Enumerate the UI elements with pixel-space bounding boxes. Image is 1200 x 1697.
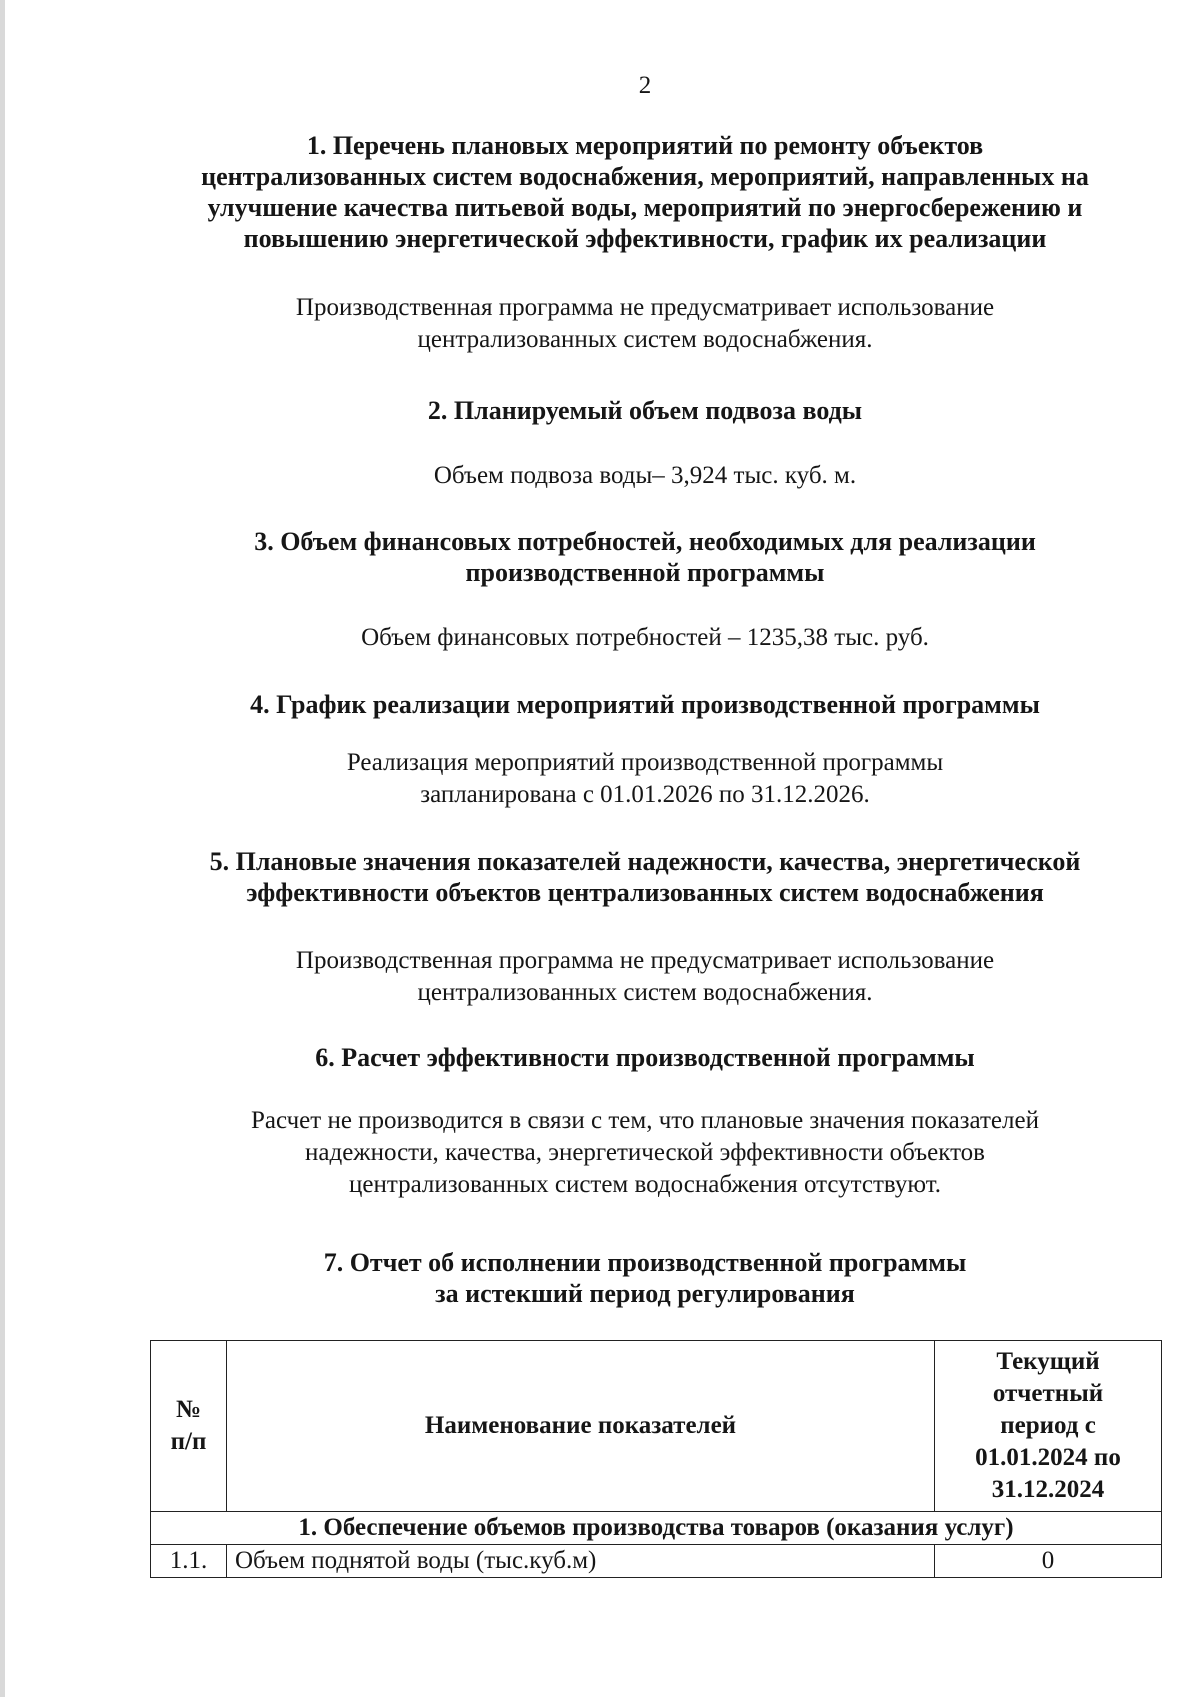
section-7-heading-line: 7. Отчет об исполнении производственной программы [323,1248,967,1277]
section-1-body [0,292,1200,356]
section-7-heading [0,1247,1200,1309]
section-6-body-line: централизованных систем водоснабжения отсутствуют. [348,1171,941,1198]
section-6-body-line: надежности, качества, энергетической эффективности объектов [305,1139,985,1166]
header-period-cell [935,1341,1162,1512]
section-6-body [0,1105,1200,1201]
section-4-body-line: запланирована с 01.01.2026 по 31.12.2026. [420,781,870,808]
section-4-heading-line: 4. График реализации мероприятий производственной программы [250,690,1040,719]
section-5-heading-line: эффективности объектов централизованных систем водоснабжения [246,878,1044,907]
section-4-body-line: Реализация мероприятий производственной программы [346,749,944,776]
header-number-cell [151,1341,227,1512]
header-number-abbrev: п/п [170,1428,207,1455]
header-period-line: 31.12.2024 [991,1476,1105,1503]
section-1-heading-line: централизованных систем водоснабжения, мероприятий, направленных на [201,162,1089,191]
section-6-heading-line: 6. Расчет эффективности производственной программы [315,1043,975,1072]
header-period-line: 01.01.2024 по [975,1444,1121,1471]
section-6-body-line: Расчет не производится в связи с тем, что плановые значения показателей [251,1107,1039,1134]
header-period-line: период с [1000,1412,1096,1439]
section-5-heading [0,846,1200,908]
section-3-body [0,622,1200,654]
section-2-body-line: Объем подвоза воды– 3,924 тыс. куб. м. [433,462,857,489]
table-section-title: 1. Обеспечение объемов производства товаров (оказания услуг) [151,1512,1162,1545]
section-6-heading [0,1042,1200,1073]
section-1-body-line: централизованных систем водоснабжения. [417,326,873,353]
table-header-row [151,1341,1162,1512]
header-name-cell: Наименование показателей [227,1341,935,1512]
section-1-heading-line: повышению энергетической эффективности, график их реализации [243,224,1047,253]
row-number: 1.1. [151,1545,227,1578]
section-5-heading-line: 5. Плановые значения показателей надежности, качества, энергетической [209,847,1081,876]
page-number: 2 [638,72,652,99]
section-1-heading [0,130,1200,254]
section-2-heading-line: 2. Планируемый объем подвоза воды [427,396,863,425]
section-1-heading-line: улучшение качества питьевой воды, мероприятий по энергосбережению и [207,193,1083,222]
section-3-heading-line: производственной программы [465,558,825,587]
section-3-heading [0,526,1200,588]
section-4-heading [0,689,1200,720]
section-4-body [0,747,1200,811]
section-7-heading-line: за истекший период регулирования [435,1279,855,1308]
section-1-body-line: Производственная программа не предусматривает использование [295,294,995,321]
section-2-body [0,460,1200,492]
header-number-symbol: № [175,1396,202,1423]
row-value: 0 [935,1545,1162,1578]
section-1-heading-line: 1. Перечень плановых мероприятий по ремонту объектов [306,131,984,160]
table-row [151,1545,1162,1578]
report-table [150,1340,1162,1578]
section-5-body-line: централизованных систем водоснабжения. [417,979,873,1006]
section-3-heading-line: 3. Объем финансовых потребностей, необходимых для реализации [254,527,1036,556]
header-period-line: отчетный [992,1380,1104,1407]
section-5-body-line: Производственная программа не предусматривает использование [295,947,995,974]
row-indicator-name: Объем поднятой воды (тыс.куб.м) [227,1545,935,1578]
header-period-line: Текущий [996,1348,1100,1375]
section-2-heading [0,395,1200,426]
section-3-body-line: Объем финансовых потребностей – 1235,38 тыс. руб. [361,624,929,651]
section-5-body [0,945,1200,1009]
table-section-row [151,1512,1162,1545]
